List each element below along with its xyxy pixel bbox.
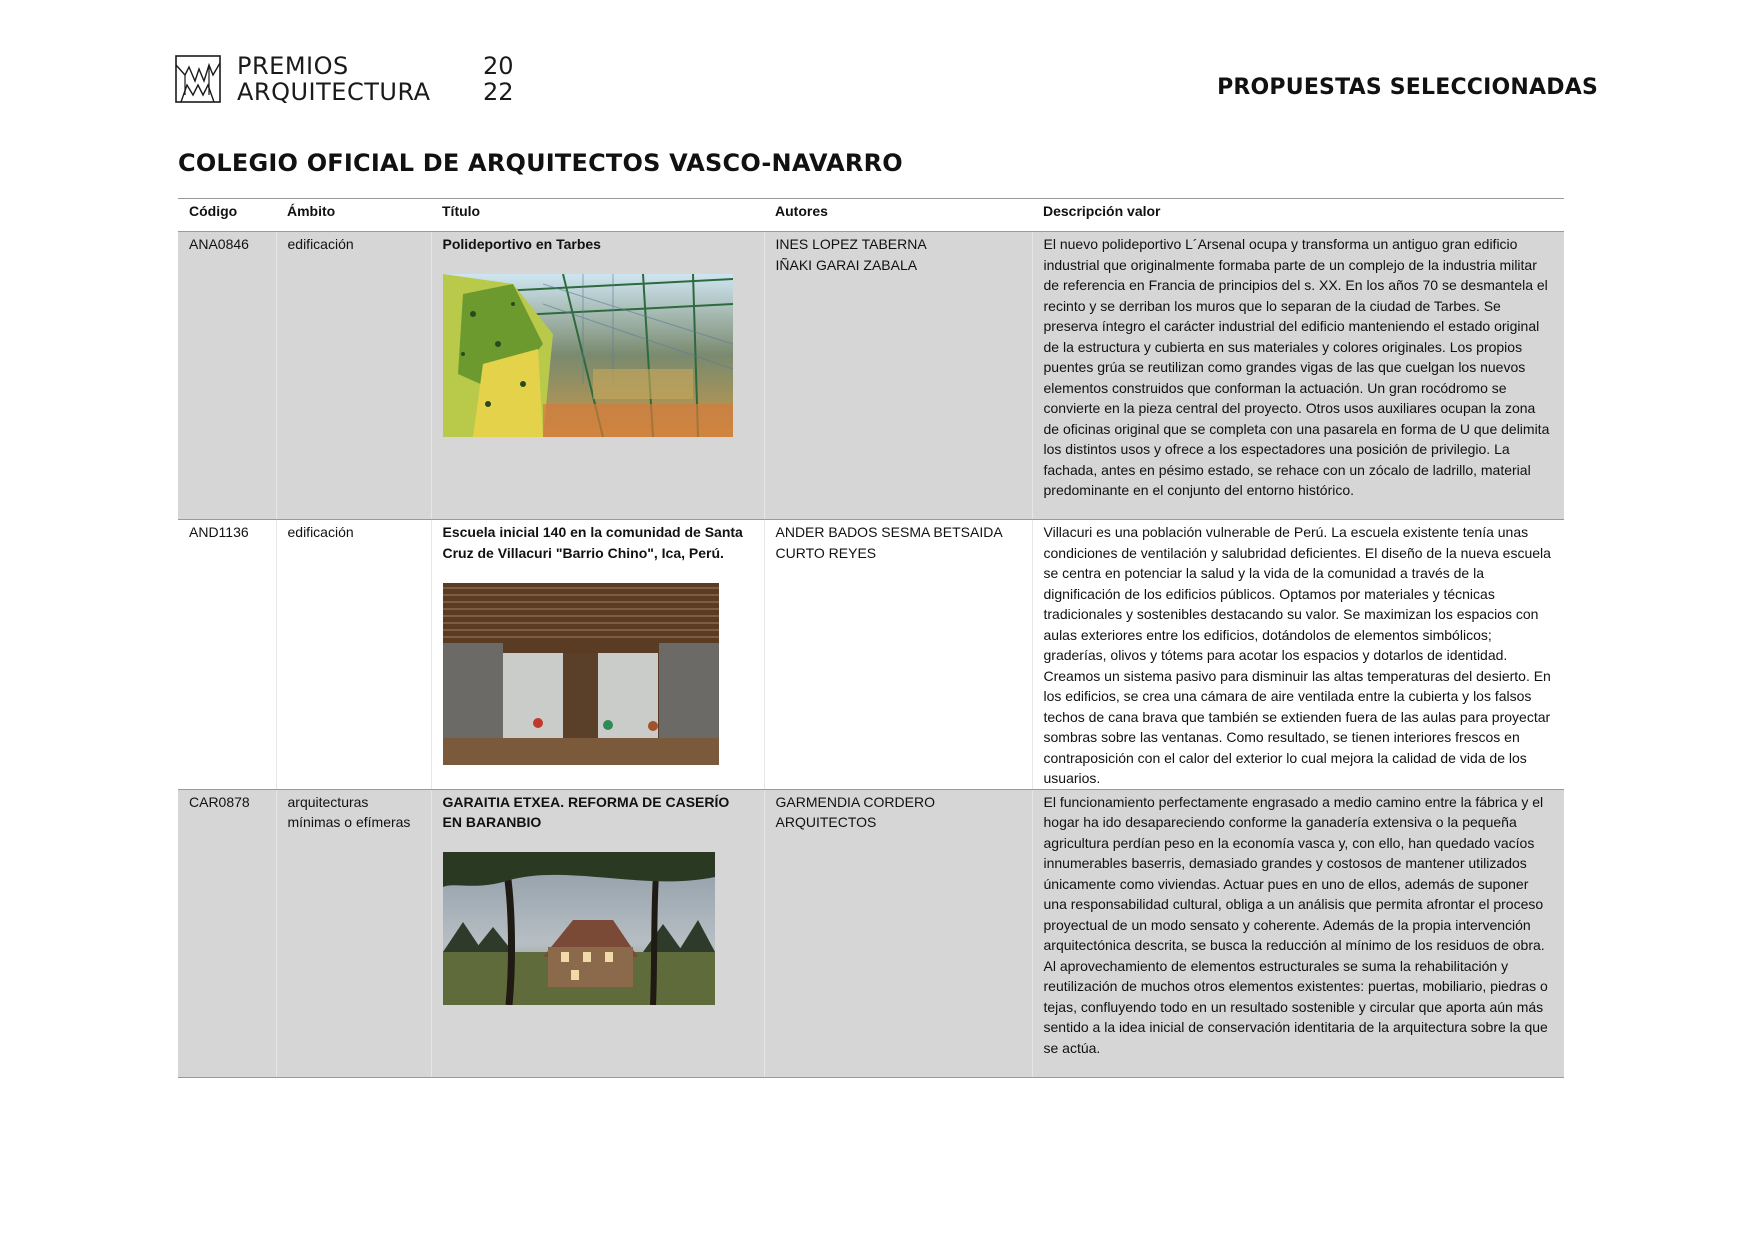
- author-name: GARMENDIA CORDERO: [775, 793, 935, 810]
- project-title: Escuela inicial 140 en la comunidad de Santa Cruz de Villacuri "Barrio Chino", Ica, Perú.: [442, 524, 743, 561]
- project-photo-school-interior: [443, 583, 719, 765]
- project-description: El funcionamiento perfectamente engrasado a medio camino entre la fábrica y el hogar ha ido desapareciendo conforme la ganadería extensiva o la pequeña agricultura perdían peso en la economía vasca y, con ello, han quedado vacíos innumerables baserris, demasiado grandes y costosos de mantener utilizados únicamente como viviendas. Actuar pues en uno de ellos, además de suponer una responsabilidad cultural, obliga a un análisis que permita afrontar el proceso proyectual de un modo sensato y coherente. Además de la propia intervención arquitectónica descrita, se busca la reducción al mínimo de los residuos de obra. Al aprovechamiento de elementos estructurales se suma la rehabilitación y reutilización de muchos otros elementos existentes: puertas, mobiliario, piedras o tejas, confluyendo todo en un resultado sostenible y circular que aporta aún más sentido a la idea inicial de conservación identitaria de la arquitectura sobre la que se actúa.: [1032, 789, 1564, 1077]
- column-header-authors: Autores: [764, 199, 1032, 232]
- project-code: AND1136: [178, 520, 276, 790]
- table-header-row: [178, 199, 1564, 232]
- project-scope: edificación: [276, 520, 431, 790]
- author-name: INES LOPEZ TABERNA: [775, 236, 927, 252]
- project-photo-climbing-hall: [443, 274, 733, 437]
- project-title-cell: [431, 789, 764, 1077]
- logo-year-top: 20: [483, 52, 514, 80]
- projects-table: [178, 198, 1564, 1078]
- logo-line-2: ARQUITECTURA: [237, 78, 431, 106]
- author-name: ARQUITECTOS: [775, 814, 877, 830]
- author-name: IÑAKI GARAI ZABALA: [775, 256, 918, 273]
- project-description: El nuevo polideportivo L´Arsenal ocupa y transforma un antiguo gran edificio industrial que originalmente formaba parte de un complejo de la industria militar de referencia en Francia de principios del s. XX. En los años 70 se desmantela el recinto y se derriban los muros que lo separan de la ciudad de Tarbes. Se preserva íntegro el carácter industrial del edificio manteniendo el estado original de la estructura y cubierta en sus materiales y colores originales. Los propios puentes grúa se reutilizan como grandes vigas de las que cuelgan los nuevos elementos construidos que conforman la actuación. Un gran rocódromo se convierte en la pieza central del proyecto. Otros usos auxiliares ocupan la zona de oficinas original que se completa con una pasarela en forma de U que delimita los distintos usos y ofrece a los espectadores una posición de privilegio. La fachada, antes en pésimo estado, se rehace con un zócalo de ladrillo, material predominante en el conjunto del entorno histórico.: [1032, 232, 1564, 520]
- logo-year-bottom: 22: [483, 78, 514, 106]
- table-row: [178, 520, 1564, 790]
- logo-year: [483, 53, 514, 105]
- project-authors: [764, 789, 1032, 1077]
- author-name: CURTO REYES: [775, 544, 877, 561]
- project-authors: [764, 232, 1032, 520]
- project-photo-farmhouse: [443, 852, 715, 1005]
- organization-title: COLEGIO OFICIAL DE ARQUITECTOS VASCO-NAVARRO: [178, 149, 903, 177]
- author-name: ANDER BADOS SESMA BETSAIDA: [775, 524, 1003, 540]
- column-header-code: Código: [178, 199, 276, 232]
- table-row: [178, 789, 1564, 1077]
- project-description: Villacuri es una población vulnerable de Perú. La escuela existente tenía unas condiciones de ventilación y salubridad deficientes. El diseño de la nueva escuela se centra en potenciar la salud y la vida de la comunidad a través de la dignificación de los edificios públicos. Optamos por materiales y técnicas tradicionales y sostenibles destacando su valor. Se maximizan los espacios con aulas exteriores entre los edificios, dotándolos de elementos simbólicos; graderías, olivos y tótems para acotar los espacios y dotarlos de identidad. Creamos un sistema pasivo para disminuir las altas temperaturas del desierto. En los edificios, se crea una cámara de aire ventilada entre la cubierta y los falsos techos de cana brava que también se extienden fuera de las aulas para proyectar sombras sobre las ventanas. Como resultado, se tienen interiores frescos en contraposición con el calor del exterior lo cual mejora la calidad de vida de los usuarios.: [1032, 520, 1564, 790]
- project-code: CAR0878: [178, 789, 276, 1077]
- logo-mark-icon: [175, 55, 221, 103]
- project-code: ANA0846: [178, 232, 276, 520]
- project-title-cell: [431, 232, 764, 520]
- logo-wordmark: [237, 53, 431, 105]
- project-title: Polideportivo en Tarbes: [442, 236, 601, 252]
- project-scope: edificación: [276, 232, 431, 520]
- section-label: PROPUESTAS SELECCIONADAS: [1217, 75, 1598, 100]
- project-authors: [764, 520, 1032, 790]
- premios-arquitectura-logo: [175, 53, 520, 105]
- column-header-title: Título: [431, 199, 764, 232]
- logo-line-1: PREMIOS: [237, 52, 349, 80]
- project-title: GARAITIA ETXEA. REFORMA DE CASERÍO EN BARANBIO: [442, 793, 730, 830]
- column-header-scope: Ámbito: [276, 199, 431, 232]
- project-scope: arquitecturas mínimas o efímeras: [276, 789, 431, 1077]
- table-row: [178, 232, 1564, 520]
- column-header-description: Descripción valor: [1032, 199, 1564, 232]
- project-title-cell: [431, 520, 764, 790]
